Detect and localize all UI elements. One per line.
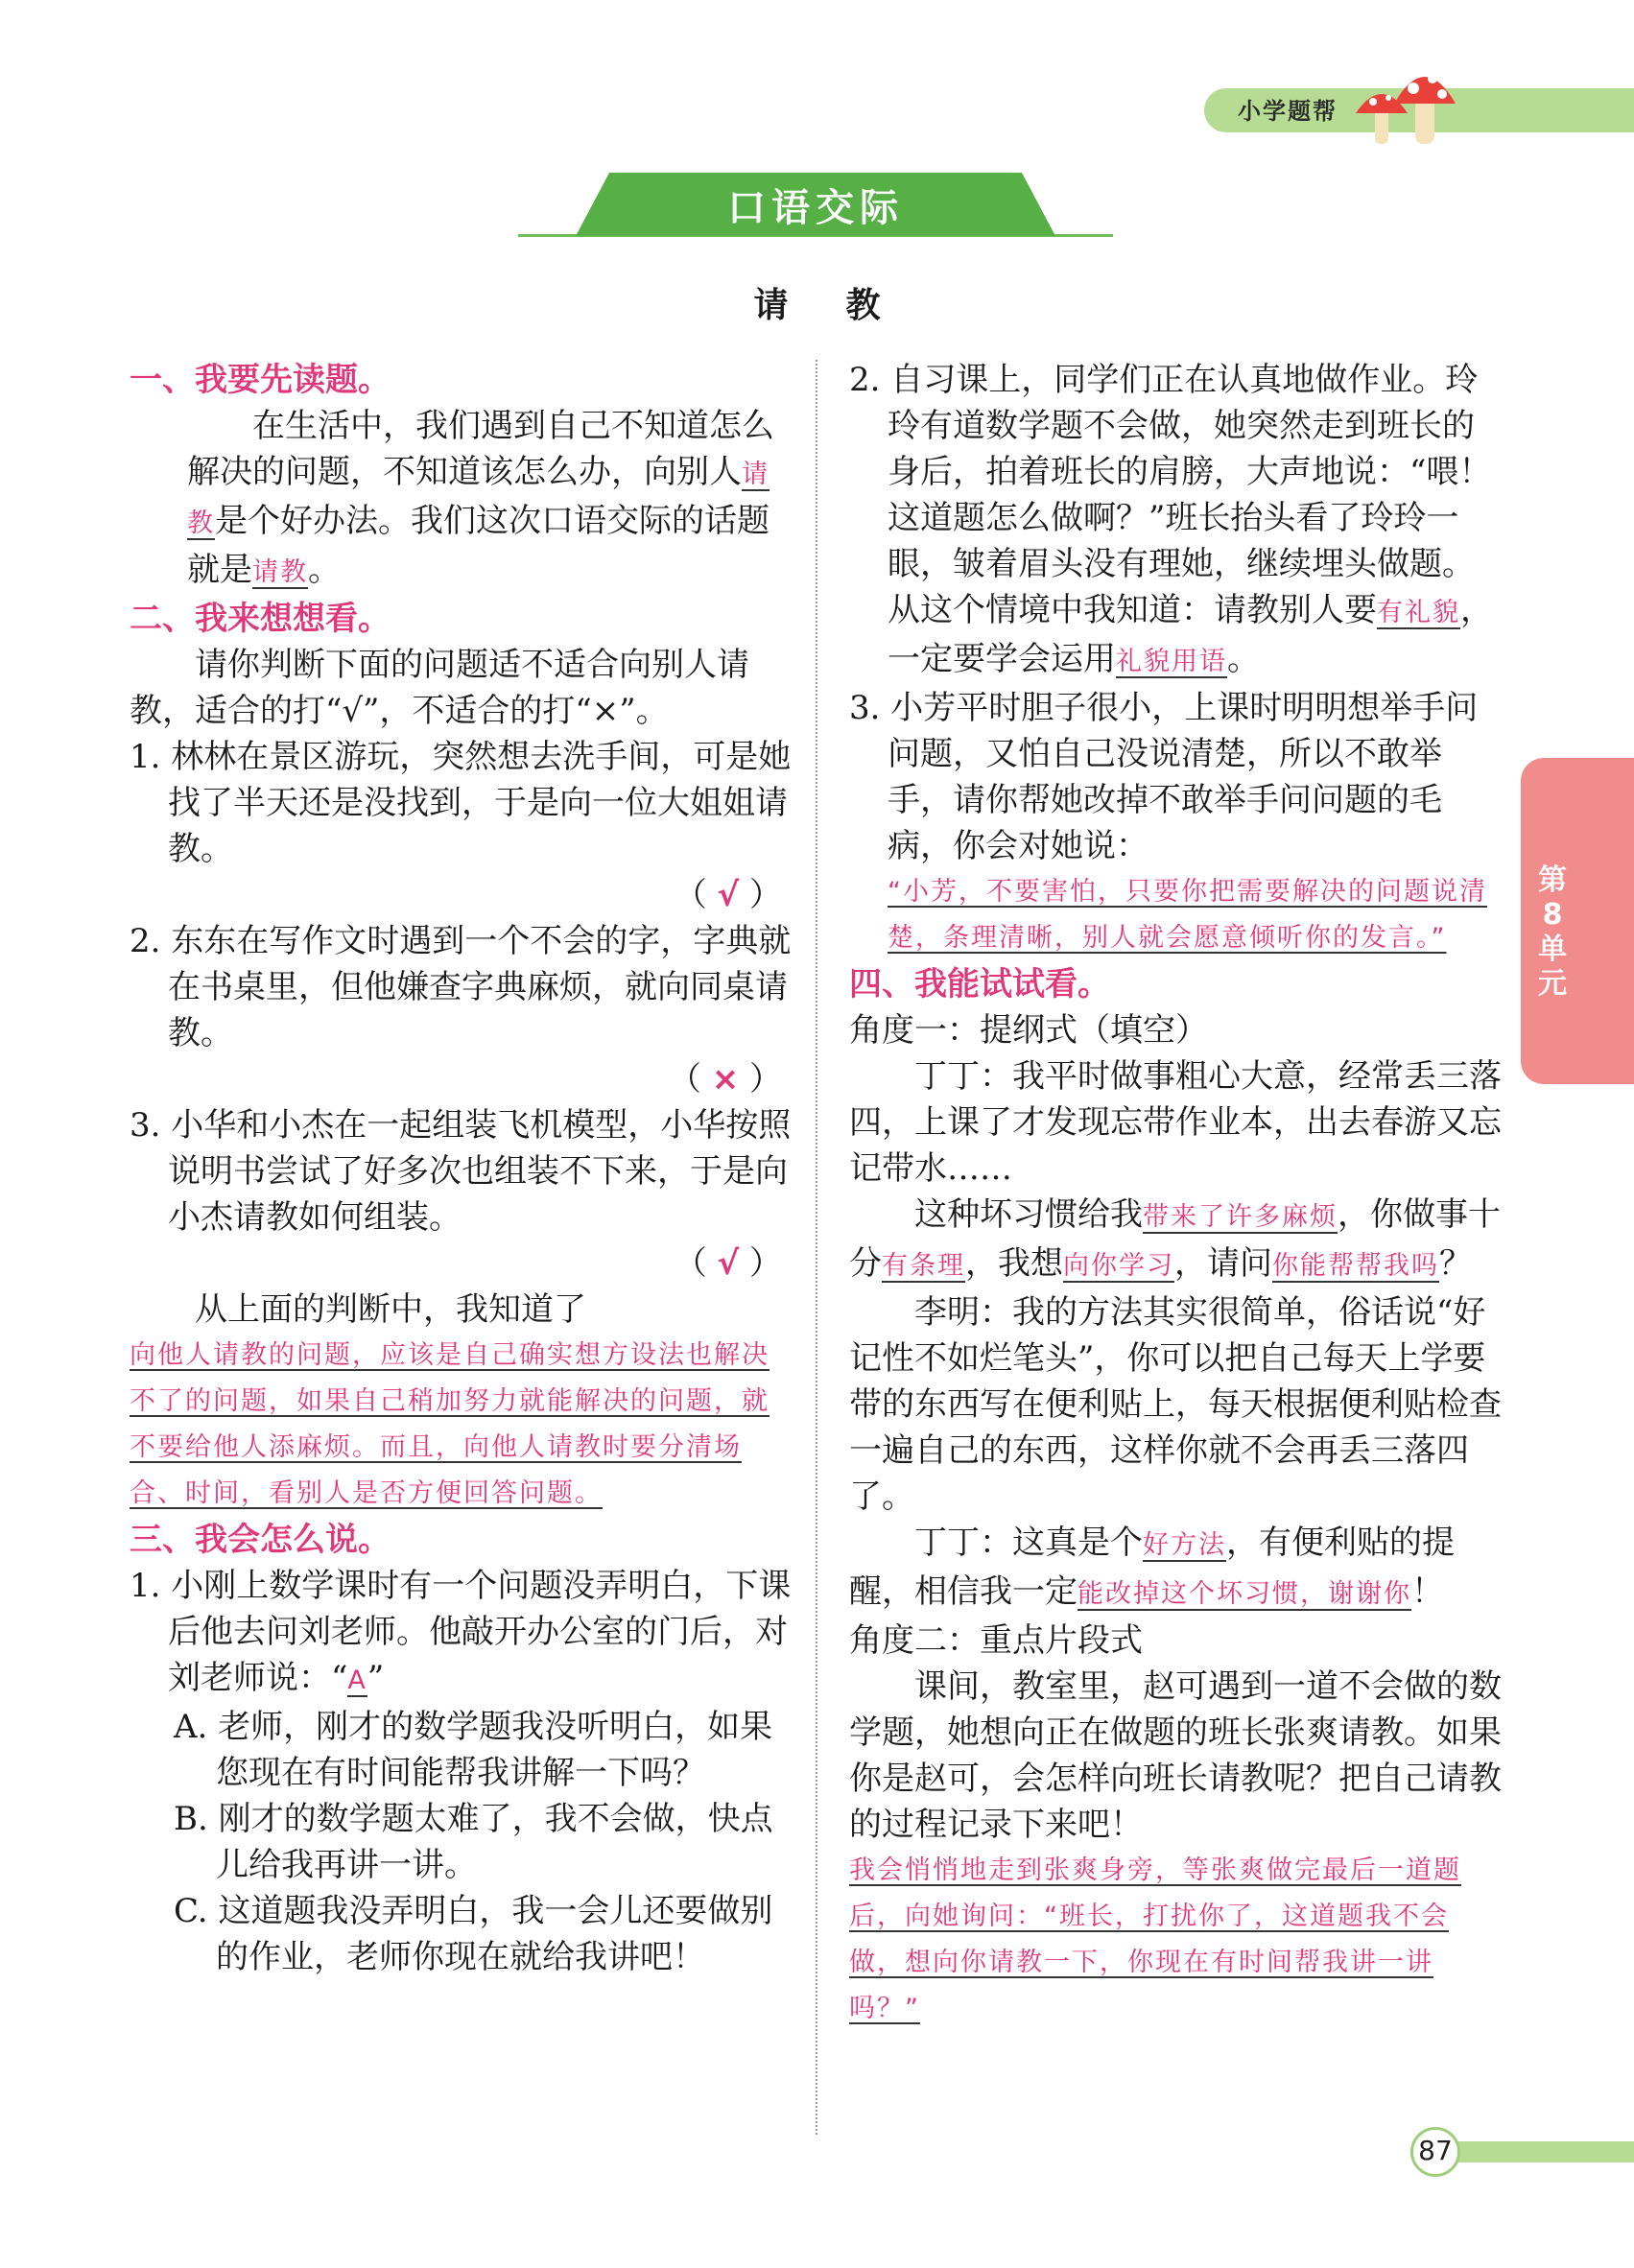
judgement-mark: （ × ）	[668, 1060, 782, 1099]
question-item: 1. 林林在景区游玩，突然想去洗手间，可是她找了半天还是没找到，于是向一位大姐姐请教。	[130, 738, 792, 868]
angle-2-title: 角度二：重点片段式	[849, 1621, 1143, 1660]
unit-side-label: 第8单元	[1538, 863, 1567, 1001]
answer-blank: 能改掉这个坏习惯，谢谢你	[1077, 1579, 1411, 1609]
conclusion-prompt: 从上面的判断中，我知道了	[195, 1290, 586, 1329]
question-item: 2. 自习课上，同学们正在认真地做作业。玲玲有道数学题不会做，她突然走到班长的身后，拍着班长的肩膀，大声地说：“喂！这道题怎么做啊？”班长抬头看了玲玲一眼，皱着眉头没有理她，继续埋头做题。从这个情境中我知道：请教别人要有礼貌，一定要学会运用礼貌用语。	[849, 361, 1493, 678]
section-1-title: 一、我要先读题。	[130, 361, 391, 399]
page-number-bar	[1439, 2141, 1634, 2162]
question-item: 3. 小华和小杰在一起组装飞机模型，小华按照说明书尝试了好多次也组装不下来，于是向小杰请教如何组装。	[130, 1106, 792, 1237]
section-2-title: 二、我来想想看。	[130, 600, 391, 638]
answer-blank: 向你学习	[1063, 1251, 1174, 1281]
option-c: C. 这道题我没弄明白，我一会儿还要做别的作业，老师你现在就给我讲吧！	[174, 1892, 773, 1976]
conclusion-answer: 向他人请教的问题，应该是自己确实想方设法也解决不了的问题，如果自己稍加努力就能解决的问题，就不要给他人添麻烦。而且，向他人请教时要分清场合、时间，看别人是否方便回答问题。	[130, 1340, 770, 1508]
left-column	[130, 357, 792, 1980]
angle-2-answer: 我会悄悄地走到张爽身旁，等张爽做完最后一道题后，向她询问：“班长，打扰你了，这道题我不会做，想向你请教一下，你现在有时间帮我讲一讲吗？”	[849, 1855, 1461, 2023]
question-item: 3. 小芳平时胆子很小，上课时明明想举手问问题，又怕自己没说清楚，所以不敢举手，请你帮她改掉不敢举手问问题的毛病，你会对她说：	[849, 689, 1479, 865]
angle-2-prompt: 课间，教室里，赵可遇到一道不会做的数学题，她想向正在做题的班长张爽请教。如果你是赵可，会怎样向班长请教呢？把自己请教的过程记录下来吧！	[849, 1667, 1502, 1844]
answer-blank: A	[347, 1666, 367, 1695]
section-3-title: 三、我会怎么说。	[130, 1521, 391, 1559]
brand-label: 小学题帮	[1238, 98, 1338, 125]
question-item: 2. 东东在写作文时遇到一个不会的字，字典就在书桌里，但他嫌查字典麻烦，就向同桌请教。	[130, 922, 792, 1052]
dialogue-line: 这种坏习惯给我带来了许多麻烦，你做事十分有条理，我想向你学习，请问你能帮帮我吗？	[849, 1195, 1501, 1283]
section-4-title: 四、我能试试看。	[849, 965, 1110, 1004]
right-column	[849, 357, 1502, 2032]
answer-blank: 带来了许多麻烦	[1143, 1202, 1338, 1232]
option-a: A. 老师，刚才的数学题我没听明白，如果您现在有时间能帮我讲解一下吗？	[174, 1708, 773, 1792]
answer-blank: 有条理	[882, 1251, 965, 1281]
section-2-intro: 请你判断下面的问题适不适合向别人请教，适合的打“√”，不适合的打“×”。	[130, 646, 749, 730]
answer-blank: 礼貌用语	[1116, 647, 1227, 676]
angle-1-title: 角度一：提纲式（填空）	[849, 1011, 1208, 1050]
dialogue-line: 李明：我的方法其实很简单，俗话说“好记性不如烂笔头”，你可以把自己每天上学要带的东西写在便利贴上，每天根据便利贴检查一遍自己的东西，这样你就不会再丢三落四了。	[849, 1293, 1502, 1516]
answer-blank: 请教	[187, 460, 770, 538]
option-b: B. 刚才的数学题太难了，我不会做，快点儿给我再讲一讲。	[174, 1800, 773, 1884]
judgement-mark: （ √ ）	[674, 876, 782, 914]
page-title: 请教	[753, 285, 938, 325]
answer-blank: 好方法	[1143, 1530, 1226, 1560]
answer-blank: 你能帮帮我吗	[1272, 1251, 1439, 1281]
question-item: 1. 小刚上数学课时有一个问题没弄明白，下课后他去问刘老师。他敲开办公室的门后，对刘老师说：“A”	[130, 1567, 792, 1697]
answer-blank: 有礼貌	[1377, 598, 1460, 627]
question-answer: “小芳，不要害怕，只要你把需要解决的问题说清楚，条理清晰，别人就会愿意倾听你的发言。”	[888, 877, 1487, 953]
dialogue-line: 丁丁：我平时做事粗心大意，经常丢三落四，上课了才发现忘带作业本，出去春游又忘记带水……	[849, 1057, 1502, 1188]
answer-blank: 请教	[252, 557, 308, 587]
banner-title: 口语交际	[727, 186, 904, 230]
page-number: 87	[1418, 2135, 1453, 2166]
section-1-text: 在生活中，我们遇到自己不知道怎么解决的问题，不知道该怎么办，向别人请教是个好办法。我们这次口语交际的话题就是请教。	[187, 407, 774, 589]
column-divider	[816, 360, 817, 2135]
mushroom-icon	[1348, 58, 1473, 154]
dialogue-line: 丁丁：这真是个好方法，有便利贴的提醒，相信我一定能改掉这个坏习惯，谢谢你！	[849, 1524, 1455, 1611]
judgement-mark: （ √ ）	[674, 1244, 782, 1283]
